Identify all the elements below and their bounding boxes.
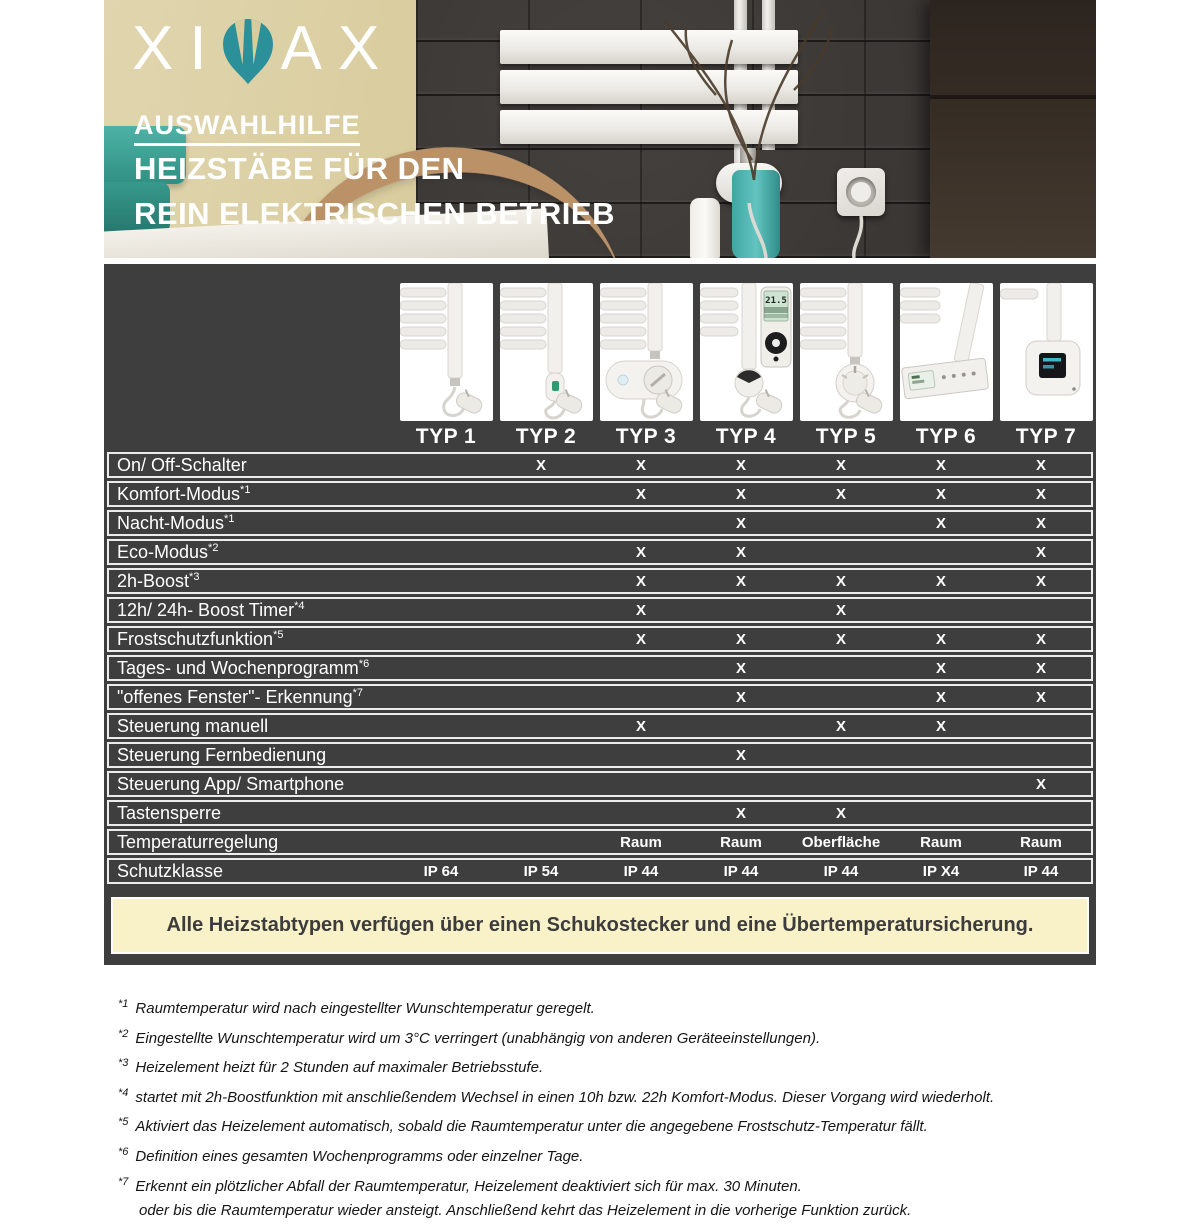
product-image-typ-3: [600, 283, 693, 421]
footnote: $^{*4}$ startet mit 2h-Boostfunktion mit anschließendem Wechsel in einen 10h bzw. 22h Komfort-Modus. Dieser Vorgang wird wiederholt.: [118, 1086, 995, 1106]
product-image-typ-5: [800, 283, 893, 421]
product-image-typ-4: [700, 283, 793, 421]
feature-cell: X: [1035, 485, 1046, 503]
feature-cell: X: [935, 485, 946, 503]
feature-cell: X: [835, 717, 846, 735]
feature-cell: X: [835, 572, 846, 590]
footnotes: [118, 992, 1108, 1224]
feature-cell: Raum: [720, 833, 762, 851]
feature-cell: X: [935, 514, 946, 532]
feature-cell: X: [735, 746, 746, 764]
feature-cell: X: [935, 659, 946, 677]
feature-cell: X: [635, 717, 646, 735]
feature-cell: X: [1035, 659, 1046, 677]
row-label: Steuerung App/ Smartphone: [117, 773, 345, 794]
row-label: Eco-Modus$^{*2}$: [117, 541, 219, 562]
feature-cell: X: [735, 630, 746, 648]
row-label: Steuerung Fernbedienung: [117, 744, 327, 765]
feature-cell: X: [835, 485, 846, 503]
feature-rows: [107, 452, 1093, 887]
feature-cell: X: [1035, 514, 1046, 532]
row-label: On/ Off-Schalter: [117, 454, 247, 475]
table-row: [107, 510, 1093, 536]
feature-cell: IP 54: [523, 862, 559, 880]
feature-cell: X: [635, 543, 646, 561]
feature-cell: Raum: [620, 833, 662, 851]
feature-cell: X: [935, 572, 946, 590]
feature-cell: X: [635, 601, 646, 619]
hero-eyebrow: AUSWAHLHILFE: [134, 110, 360, 146]
feature-cell: X: [1035, 543, 1046, 561]
footnote: $^{*5}$ Aktiviert das Heizelement automatisch, sobald die Raumtemperatur unter die angegebene Frostschutz-Temperatur fällt.: [118, 1116, 928, 1136]
row-label: 2h-Boost$^{*3}$: [117, 570, 200, 591]
hero-banner: [104, 0, 1096, 258]
feature-cell: X: [1035, 456, 1046, 474]
row-label: Schutzklasse: [117, 860, 224, 881]
table-row: [107, 452, 1093, 478]
product-image-typ-7: [1000, 283, 1093, 421]
feature-cell: X: [635, 630, 646, 648]
logo-text-right: AX: [280, 14, 396, 83]
footnote: $^{*2}$ Eingestellte Wunschtemperatur wird um 3°C verringert (unabhängig von anderen Geräteeinstellungen).: [118, 1027, 821, 1047]
column-header-typ-4: TYP 4: [715, 425, 777, 448]
feature-cell: X: [935, 688, 946, 706]
footnote: $^{*7}$ Erkennt ein plötzlicher Abfall der Raumtemperatur, Heizelement deaktiviert sich für max. 30 Minuten.: [118, 1175, 802, 1195]
footnote: $^{*1}$ Raumtemperatur wird nach eingestellter Wunschtemperatur geregelt.: [118, 998, 595, 1017]
column-header-typ-3: TYP 3: [615, 425, 677, 448]
row-label: Steuerung manuell: [117, 715, 269, 736]
feature-cell: X: [935, 717, 946, 735]
feature-cell: X: [935, 456, 946, 474]
table-row: [107, 713, 1093, 739]
row-label: Tages- und Wochenprogramm$^{*6}$: [117, 657, 370, 678]
table-row: [107, 626, 1093, 652]
feature-cell: X: [1035, 775, 1046, 793]
feature-cell: X: [535, 456, 546, 474]
footnote: $^{*6}$ Definition eines gesamten Wochenprogramms oder einzelner Tage.: [118, 1145, 584, 1165]
table-row: [107, 597, 1093, 623]
feature-cell: X: [1035, 572, 1046, 590]
product-image-typ-6: [900, 283, 993, 421]
column-header-typ-1: TYP 1: [415, 425, 477, 448]
ximax-logo: [132, 14, 395, 86]
feature-cell: IP 64: [423, 862, 459, 880]
row-label: 12h/ 24h- Boost Timer$^{*4}$: [117, 599, 305, 620]
product-image-typ-1: [400, 283, 493, 421]
product-image-row: [396, 283, 1096, 421]
svg-text:21.5: 21.5: [764, 296, 787, 306]
column-header-typ-2: TYP 2: [515, 425, 577, 448]
column-header-typ-5: TYP 5: [815, 425, 877, 448]
row-label: Frostschutzfunktion$^{*5}$: [117, 628, 284, 649]
feature-cell: IP 44: [1023, 862, 1059, 880]
footnote: oder bis die Raumtemperatur wieder ansteigt. Anschließend kehrt das Heizelement in die vorherige Funktion zurück.: [139, 1202, 912, 1220]
ximax-logo-m-icon: [217, 16, 279, 86]
table-row: [107, 481, 1093, 507]
feature-cell: X: [835, 804, 846, 822]
table-row: [107, 742, 1093, 768]
feature-cell: IP 44: [623, 862, 659, 880]
feature-cell: X: [1035, 688, 1046, 706]
feature-cell: Oberfläche: [801, 833, 881, 851]
footnote: $^{*3}$ Heizelement heizt für 2 Stunden auf maximaler Betriebsstufe.: [118, 1057, 544, 1077]
table-row: [107, 539, 1093, 565]
feature-cell: X: [635, 572, 646, 590]
logo-text-left: XI: [132, 14, 223, 83]
table-row: [107, 684, 1093, 710]
feature-cell: X: [1035, 630, 1046, 648]
feature-cell: X: [735, 485, 746, 503]
row-label: Tastensperre: [117, 802, 222, 823]
table-row: [107, 771, 1093, 797]
feature-cell: X: [835, 601, 846, 619]
feature-cell: X: [835, 456, 846, 474]
row-label: Temperaturregelung: [117, 831, 279, 852]
row-label: Komfort-Modus$^{*1}$: [117, 483, 251, 504]
feature-cell: X: [735, 456, 746, 474]
hero-title: [134, 146, 615, 236]
table-row: [107, 829, 1093, 855]
row-label: "offenes Fenster"- Erkennung$^{*7}$: [117, 686, 363, 707]
hero-title-line1: HEIZSTÄBE FÜR DEN: [134, 151, 465, 186]
info-banner: [111, 897, 1089, 954]
product-image-typ-2: [500, 283, 593, 421]
feature-cell: X: [735, 572, 746, 590]
feature-cell: X: [635, 485, 646, 503]
feature-cell: X: [835, 630, 846, 648]
feature-cell: Raum: [1020, 833, 1062, 851]
feature-cell: X: [935, 630, 946, 648]
comparison-table: [104, 264, 1096, 965]
feature-cell: X: [735, 543, 746, 561]
feature-cell: X: [735, 804, 746, 822]
table-row: [107, 568, 1093, 594]
column-header-typ-7: TYP 7: [1015, 425, 1077, 448]
feature-cell: IP 44: [723, 862, 759, 880]
feature-cell: X: [735, 659, 746, 677]
feature-cell: X: [635, 456, 646, 474]
row-label: Nacht-Modus$^{*1}$: [117, 512, 235, 533]
hero-title-line2: REIN ELEKTRISCHEN BETRIEB: [134, 196, 615, 231]
table-row: [107, 655, 1093, 681]
info-banner-text: Alle Heizstabtypen verfügen über einen Schukostecker und eine Übertemperatursicherung.: [166, 914, 1034, 936]
feature-cell: X: [735, 514, 746, 532]
feature-cell: Raum: [920, 833, 962, 851]
typ-label-row: [396, 425, 1096, 449]
feature-cell: IP 44: [823, 862, 859, 880]
table-row: [107, 800, 1093, 826]
feature-cell: X: [735, 688, 746, 706]
feature-cell: IP X4: [922, 862, 960, 880]
table-row: [107, 858, 1093, 884]
column-header-typ-6: TYP 6: [915, 425, 977, 448]
